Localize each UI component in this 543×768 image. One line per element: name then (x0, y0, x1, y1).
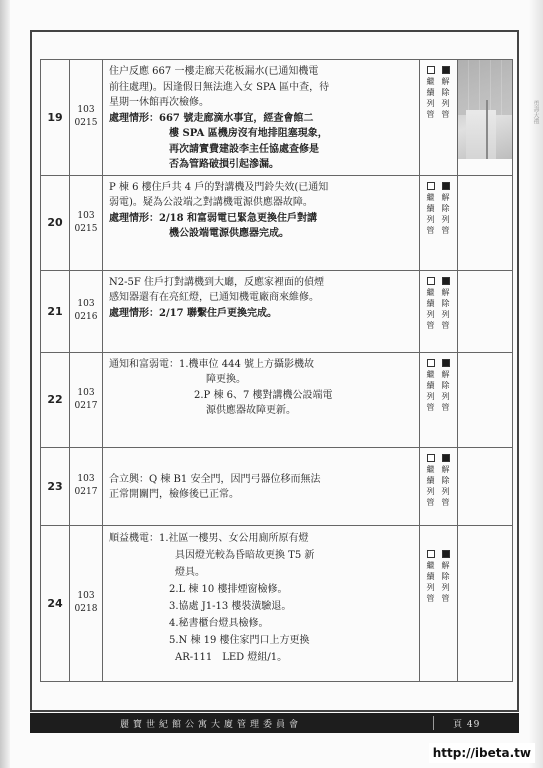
status-label-char: 管 (426, 110, 435, 119)
handling-line (109, 306, 413, 322)
status-remove[interactable] (439, 359, 452, 413)
status-label-char: 管 (441, 110, 450, 119)
description-line: 星期一休館再次檢修。 (109, 97, 209, 108)
record-photo (458, 60, 513, 176)
page-number: 頁 49 (453, 720, 481, 730)
status-label-char: 解 (441, 192, 450, 202)
status-remove[interactable] (439, 550, 452, 604)
status-label-char: 除 (441, 203, 450, 213)
handling-line: 否為管路破損引起滲漏。 (169, 159, 279, 170)
status-label-char: 續 (426, 298, 435, 308)
status-label-char: 列 (426, 214, 435, 224)
record-number: 24 (41, 525, 70, 681)
status-label-char: 管 (441, 225, 450, 235)
status-label-char: 繼 (426, 192, 435, 202)
item-line: 具因燈光較為昏暗故更換 T5 新 (175, 549, 315, 561)
status-label-char: 管 (441, 402, 450, 412)
status-label-char: 管 (426, 320, 435, 330)
table-row (41, 270, 513, 352)
record-status (420, 60, 458, 176)
status-label-char: 續 (426, 571, 435, 581)
status-label-char: 管 (441, 320, 450, 330)
status-label-char: 列 (441, 582, 450, 592)
item-line: 3.協處 J1-13 樓裝潢驗退。 (169, 600, 292, 612)
page-footer (30, 713, 519, 733)
status-continue-label (427, 464, 435, 508)
description-line: 感知器還有在亮紅燈，已通知機電廠商來維修。 (109, 292, 319, 303)
status-label-char: 管 (426, 402, 435, 412)
checkbox-remove[interactable] (442, 66, 450, 74)
record-description (103, 175, 420, 270)
status-remove-label (442, 464, 450, 508)
description-line: P 棟 6 樓住戶共 4 戶的對講機及門鈴失效(已通知 (109, 181, 329, 193)
record-date (70, 352, 103, 447)
description-line (109, 357, 413, 373)
record-number: 23 (41, 447, 70, 525)
handling-text: 2/17 聯繫住戶更換完成。 (159, 307, 278, 319)
description-line (109, 530, 413, 547)
record-date-year: 103 (77, 210, 95, 221)
status-label-char: 除 (441, 571, 450, 581)
record-status (420, 525, 458, 681)
record-number: 21 (41, 270, 70, 352)
status-label-char: 列 (426, 309, 435, 319)
record-description (103, 525, 420, 681)
item-line: AR-111 LED 燈組/1。 (175, 651, 288, 663)
status-label-char: 列 (441, 99, 450, 108)
description-line: 合立興：Q 棟 B1 安全門，因門弓器位移而無法 (109, 473, 321, 485)
description-line: N2-5F 住戶打對講機到大廳，反應家裡面的偵煙 (109, 276, 324, 288)
status-continue[interactable] (424, 182, 437, 236)
status-remove-label (442, 76, 450, 120)
status-label-char: 列 (441, 391, 450, 401)
status-label-char: 續 (426, 203, 435, 213)
checkbox-continue[interactable] (427, 550, 435, 558)
status-continue-label (427, 560, 435, 604)
record-date (70, 270, 103, 352)
handling-label: 處理情形： (109, 307, 159, 319)
record-date-md: 0217 (74, 487, 98, 497)
description-line: 弱電)。疑為公設端之對講機電源供應器故障。 (109, 197, 313, 208)
handling-line: 機公設端電源供應器完成。 (169, 228, 289, 239)
status-remove-label (442, 287, 450, 331)
handling-line (109, 111, 413, 127)
status-remove-label (442, 369, 450, 413)
item-text: 1.機車位 444 號上方攝影機故 (179, 358, 314, 370)
record-status (420, 270, 458, 352)
status-label-char: 列 (441, 486, 450, 496)
item-text: 1.社區一樓男、女公用廁所原有燈 (159, 532, 309, 544)
record-photo-empty (458, 175, 513, 270)
footer-divider (433, 716, 434, 730)
status-label-char: 解 (441, 77, 450, 86)
status-label-char: 繼 (426, 287, 435, 297)
status-remove[interactable] (439, 182, 452, 236)
record-photo-empty (458, 352, 513, 447)
table-row (41, 525, 513, 681)
record-photo-empty (458, 447, 513, 525)
record-date-year: 103 (77, 105, 95, 116)
record-date (70, 60, 103, 176)
handling-line (109, 211, 413, 227)
status-continue-label (427, 287, 435, 331)
checkbox-continue[interactable] (427, 454, 435, 462)
status-label-char: 繼 (426, 464, 435, 474)
status-continue[interactable] (424, 359, 437, 413)
status-remove-label (442, 560, 450, 604)
description-line: 住户反應 667 一樓走廊天花板漏水(已通知機電 (109, 66, 319, 77)
status-continue-label (427, 76, 435, 120)
status-label-char: 除 (441, 380, 450, 390)
checkbox-remove[interactable] (442, 454, 450, 462)
status-continue[interactable] (424, 550, 437, 604)
record-number: 19 (41, 60, 70, 176)
record-date-year: 103 (77, 591, 95, 601)
status-label-char: 繼 (426, 560, 435, 570)
record-date-year: 103 (77, 474, 95, 484)
status-label-char: 管 (441, 593, 450, 603)
record-status (420, 352, 458, 447)
record-description (103, 270, 420, 352)
status-label-char: 繼 (426, 369, 435, 379)
record-date-md: 0217 (74, 400, 98, 411)
checkbox-continue[interactable] (427, 277, 435, 285)
record-date-md: 0216 (74, 312, 98, 322)
status-label-char: 列 (441, 309, 450, 319)
record-number: 20 (41, 175, 70, 270)
status-label-char: 除 (441, 298, 450, 308)
status-continue[interactable] (424, 454, 437, 508)
status-label-char: 列 (426, 391, 435, 401)
status-continue[interactable] (424, 277, 437, 331)
checkbox-remove[interactable] (442, 359, 450, 367)
record-date-md: 0218 (74, 604, 98, 614)
item-line: 障更換。 (206, 374, 246, 385)
status-label-char: 續 (426, 475, 435, 485)
status-label-char: 除 (441, 475, 450, 485)
vendor-label: 通知和富弱電： (109, 358, 179, 370)
status-label-char: 管 (426, 593, 435, 603)
status-label-char: 續 (426, 380, 435, 390)
status-label-char: 管 (426, 225, 435, 235)
status-continue-label (427, 369, 435, 413)
record-date-year: 103 (77, 387, 95, 398)
record-status (420, 447, 458, 525)
handling-line: 樓 SPA 區機房沒有地排阻塞現象， (169, 128, 328, 139)
checkbox-remove[interactable] (442, 277, 450, 285)
record-date-md: 0215 (74, 118, 98, 129)
status-label-char: 管 (426, 497, 435, 507)
status-label-char: 繼 (426, 77, 435, 86)
status-label-char: 列 (426, 486, 435, 496)
status-label-char: 解 (441, 464, 450, 474)
status-label-char: 解 (441, 287, 450, 297)
side-note: 勇壽大禮 (532, 100, 539, 124)
status-continue-label (427, 192, 435, 236)
status-label-char: 列 (426, 99, 435, 108)
record-description (103, 447, 420, 525)
checkbox-continue[interactable] (427, 359, 435, 367)
item-line: 源供應器故障更新。 (206, 405, 296, 416)
record-description (103, 60, 420, 176)
status-remove[interactable] (439, 66, 452, 120)
record-photo-empty (458, 525, 513, 681)
source-watermark: http://ibeta.tw (429, 743, 535, 763)
status-continue[interactable] (424, 66, 437, 120)
handling-text: 2/18 和富弱電已緊急更換住戶對講 (159, 212, 318, 224)
status-remove[interactable] (439, 277, 452, 331)
status-remove-label (442, 192, 450, 236)
ceiling-leak-photo (458, 60, 512, 159)
table-row (41, 60, 513, 176)
item-line: 燈具。 (175, 566, 205, 578)
table-row (41, 175, 513, 270)
status-label-char: 列 (426, 582, 435, 592)
status-label-char: 除 (441, 88, 450, 97)
item-line: 2.L 棟 10 樓排煙窗檢修。 (169, 583, 288, 595)
table-row (41, 447, 513, 525)
checkbox-remove[interactable] (442, 550, 450, 558)
status-remove[interactable] (439, 454, 452, 508)
maintenance-records-table (40, 59, 513, 682)
status-label-char: 續 (426, 88, 435, 97)
status-label-char: 解 (441, 369, 450, 379)
status-label-char: 管 (441, 497, 450, 507)
record-photo-empty (458, 270, 513, 352)
record-date-md: 0215 (74, 223, 98, 234)
vendor-label: 順益機電： (109, 532, 159, 544)
record-description (103, 352, 420, 447)
status-label-char: 列 (441, 214, 450, 224)
record-date (70, 525, 103, 681)
page-binding-shadow (0, 0, 10, 768)
handling-line: 再次請實費建設李主任協處查修是 (169, 143, 319, 155)
item-line: 5.N 棟 19 樓住家門口上方更換 (169, 634, 310, 646)
checkbox-continue[interactable] (427, 66, 435, 74)
handling-label: 處理情形： (109, 112, 159, 124)
checkbox-remove[interactable] (442, 182, 450, 190)
record-status (420, 175, 458, 270)
record-date-year: 103 (77, 299, 95, 309)
handling-text: 667 號走廊滴水事宜，經查會館二 (159, 112, 314, 124)
handling-label: 處理情形： (109, 212, 159, 224)
description-line: 正常開關門，檢修後已正常。 (109, 489, 239, 500)
checkbox-continue[interactable] (427, 182, 435, 190)
item-line: 4.秘書櫃台燈具檢修。 (169, 617, 269, 629)
table-row (41, 352, 513, 447)
item-line: 2.P 棟 6、7 樓對講機公設端電 (194, 389, 333, 401)
footer-title: 麗寶世紀館公寓大廈管理委員會 (120, 720, 303, 730)
description-line: 前往處理)。因逢假日無法進入女 SPA 區中查，待 (109, 81, 330, 93)
record-number: 22 (41, 352, 70, 447)
status-label-char: 解 (441, 560, 450, 570)
record-date (70, 447, 103, 525)
record-date (70, 175, 103, 270)
